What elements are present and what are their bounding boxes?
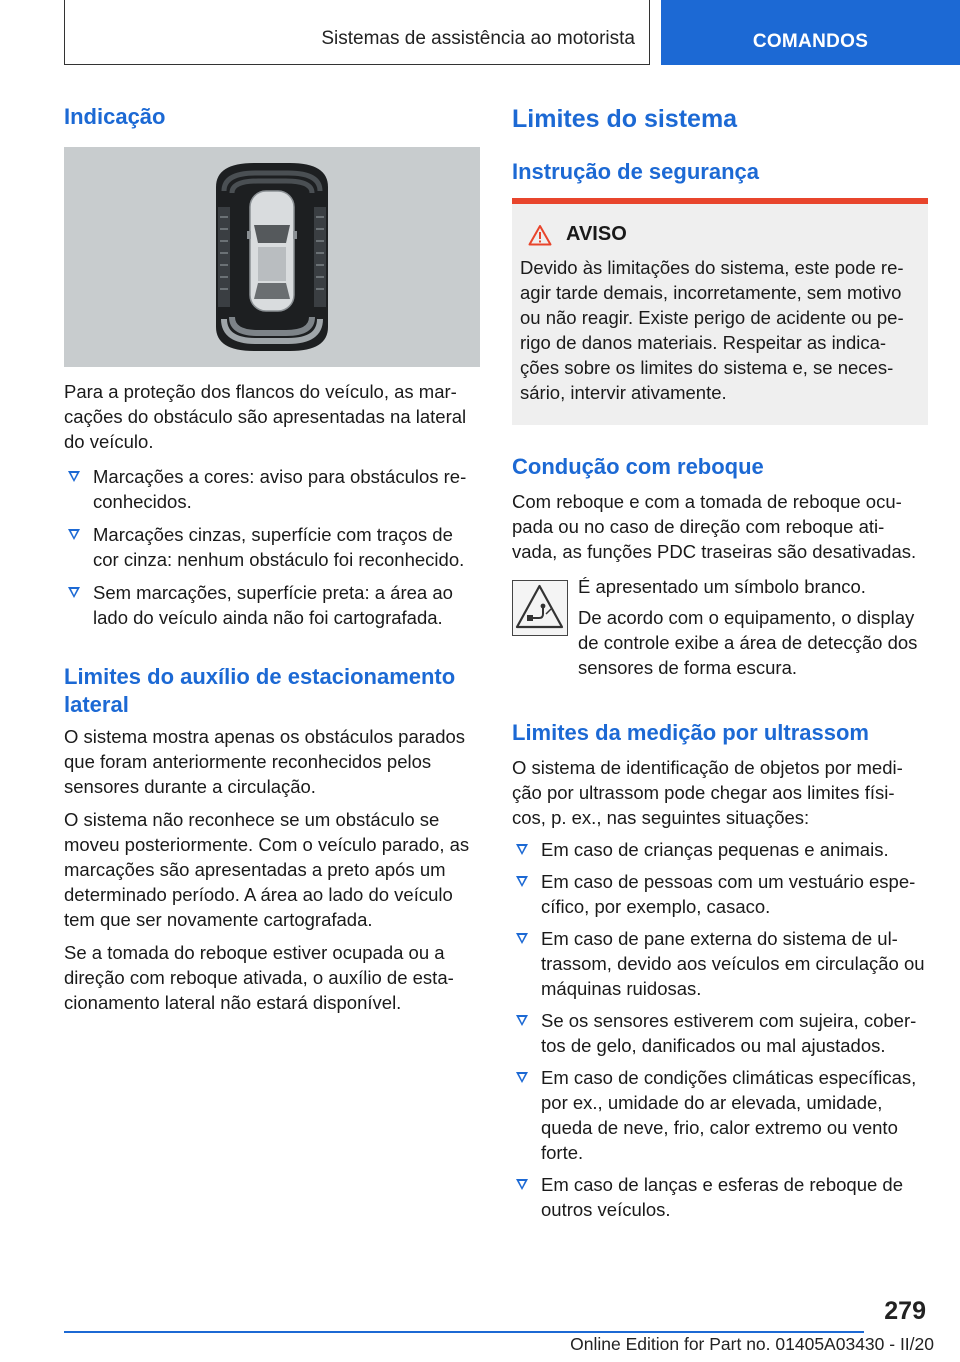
bullet-triangle-icon — [68, 471, 80, 482]
car-top-view-illustration — [64, 147, 480, 367]
bullet-triangle-icon — [516, 844, 528, 855]
header-frame — [64, 0, 650, 65]
conducao-paragraph: Com reboque e com a tomada de reboque ocu-pada ou no caso de direção com reboque ati-vada, as funções PDC traseiras são desativadas. — [512, 491, 917, 562]
symbol-line-2: De acordo com o equipamento, o display de controle exibe a área de detecção dos sensores de forma escura. — [578, 607, 918, 678]
heading-instrucao-seguranca: Instrução de segurança — [512, 159, 759, 184]
page-number: 279 — [884, 1297, 926, 1325]
heading-limites-auxilio: Limites do auxílio de estacionamento lateral — [64, 664, 456, 717]
heading-limites-ultrassom: Limites da medição por ultrassom — [512, 720, 869, 745]
bullet-triangle-icon — [516, 1072, 528, 1083]
parking-display-figure — [64, 147, 480, 367]
bullet-triangle-icon — [68, 529, 80, 540]
footer-edition-link[interactable]: Online Edition for Part no. 01405A03430 - II/20 — [570, 1334, 934, 1354]
heading-limites-sistema: Limites do sistema — [512, 105, 738, 133]
list-item: Em caso de lanças e esferas de reboque de outros veículos. — [512, 1172, 928, 1222]
bullet-triangle-icon — [68, 587, 80, 598]
heading-conducao-reboque: Condução com reboque — [512, 454, 764, 479]
ultrassom-paragraph: O sistema de identificação de objetos por medi-ção por ultrassom pode chegar aos limites físi-cos, p. ex., nas seguintes situações: — [512, 757, 903, 828]
bullet-triangle-icon — [516, 1179, 528, 1190]
symbol-description — [512, 574, 928, 680]
ultrassom-bullet-list — [512, 837, 928, 1222]
list-item: Em caso de crianças pequenas e animais. — [512, 837, 928, 862]
warning-triangle-icon — [528, 224, 552, 246]
trailer-symbol-icon — [512, 580, 568, 636]
list-item: Marcações a cores: aviso para obstáculos re-conhecidos. — [64, 464, 480, 514]
list-item: Em caso de pessoas com um vestuário espe-cífico, por exemplo, casaco. — [512, 869, 928, 919]
warning-box — [512, 198, 928, 425]
bullet-triangle-icon — [516, 876, 528, 887]
paragraph: Se a tomada do reboque estiver ocupada ou a direção com reboque ativada, o auxílio de esta-cionamento lateral não estará disponível. — [64, 942, 454, 1013]
indicacao-bullet-list — [64, 464, 480, 630]
list-item: Em caso de pane externa do sistema de ul-trassom, devido aos veículos em circulação ou máquinas ruidosas. — [512, 926, 928, 1001]
warning-text: Devido às limitações do sistema, este pode re-agir tarde demais, incorretamente, sem motivo ou não reagir. Existe perigo de acidente ou pe-rigo de danos materiais. Respeitar as indica-ções sobre os limites do sistema e, se neces-sário, intervir ativamente. — [520, 257, 904, 403]
paragraph: O sistema mostra apenas os obstáculos parados que foram anteriormente reconhecidos pelos sensores durante a circulação. — [64, 726, 466, 797]
heading-indicacao: Indicação — [64, 104, 166, 129]
paragraph: O sistema não reconhece se um obstáculo se moveu posteriormente. Com o veículo parado, as marcações são apresentadas a preto após um determinado período. A área ao lado do veículo tem que ser novamente cartografada. — [64, 809, 470, 930]
header-chapter-tab[interactable]: COMANDOS — [661, 0, 960, 65]
symbol-line-1: É apresentado um símbolo branco. — [578, 576, 866, 597]
list-item: Marcações cinzas, superfície com traços de cor cinza: nenhum obstáculo foi reconhecido. — [64, 522, 480, 572]
list-item: Sem marcações, superfície preta: a área ao lado do veículo ainda não foi cartografada. — [64, 580, 480, 630]
list-item: Em caso de condições climáticas específicas, por ex., umidade do ar elevada, umidade, queda de neve, frio, calor extremo ou vento forte. — [512, 1065, 928, 1165]
header-section-title: Sistemas de assistência ao motorista — [321, 28, 635, 49]
warning-title: AVISO — [528, 222, 920, 247]
footer-divider — [64, 1331, 864, 1333]
limites-auxilio-body — [64, 724, 480, 1015]
intro-paragraph: Para a proteção dos flancos do veículo, as mar-cações do obstáculo são apresentadas na lateral do veículo. — [64, 381, 467, 452]
list-item: Se os sensores estiverem com sujeira, cober-tos de gelo, danificados ou mal ajustados. — [512, 1008, 928, 1058]
bullet-triangle-icon — [516, 1015, 528, 1026]
bullet-triangle-icon — [516, 933, 528, 944]
